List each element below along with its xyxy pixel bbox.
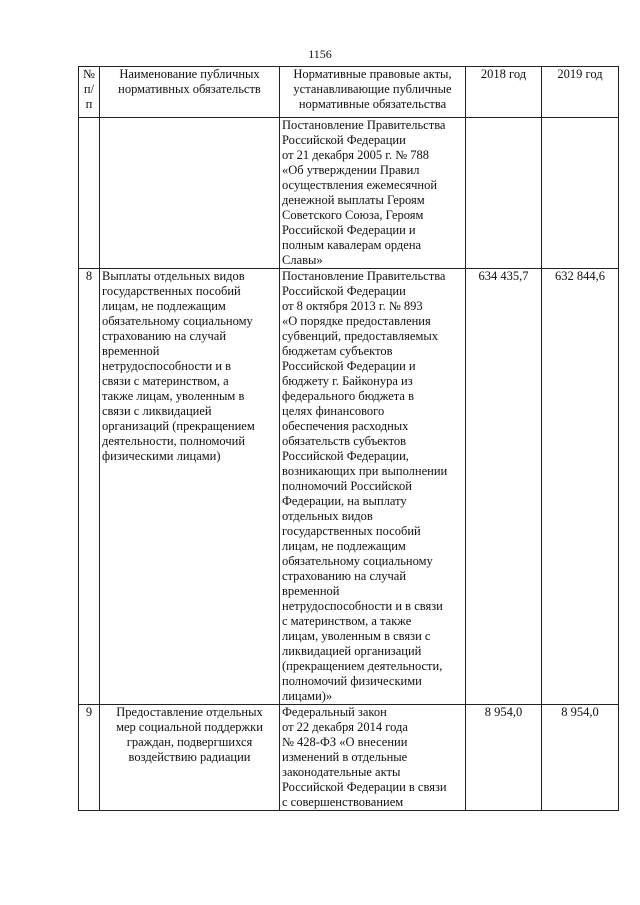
row-number: 8: [79, 269, 100, 705]
legal-act-line: Российской Федерации,: [282, 449, 409, 463]
obligation-name: [100, 705, 280, 811]
legal-act-line: Российской Федерации в связи: [282, 780, 447, 794]
obligation-name-line: граждан, подвергшихся: [126, 735, 253, 749]
obligation-name-line: физическими лицами): [102, 449, 221, 463]
obligation-name-line: лицам, не подлежащим: [102, 299, 226, 313]
obligation-name: [100, 118, 280, 269]
legal-acts: [280, 705, 466, 811]
legal-act-line: нетрудоспособности и в связи: [282, 599, 443, 613]
legal-act-line: от 22 декабря 2014 года: [282, 720, 408, 734]
legal-act-line: Российской Федерации и: [282, 359, 416, 373]
header-acts: Нормативные правовые акты, устанавливающие публичные нормативные обязательства: [280, 67, 466, 118]
value-2018: [466, 118, 542, 269]
legal-act-line: «Об утверждении Правил: [282, 163, 420, 177]
obligation-name-line: страхованию на случай: [102, 329, 227, 343]
table-row: [79, 118, 619, 269]
legal-act-line: с совершенствованием: [282, 795, 404, 809]
obligations-table: [78, 66, 619, 811]
legal-act-line: Федеральный закон: [282, 705, 387, 719]
legal-act-line: от 21 декабря 2005 г. № 788: [282, 148, 430, 162]
obligation-name-line: обязательному социальному: [102, 314, 253, 328]
legal-act-line: обеспечения расходных: [282, 419, 409, 433]
legal-act-line: Славы»: [282, 253, 323, 267]
page-number: 1156: [308, 47, 332, 61]
legal-act-line: № 428-ФЗ «О внесении: [282, 735, 408, 749]
legal-act-line: Российской Федерации: [282, 284, 406, 298]
legal-act-line: бюджетам субъектов: [282, 344, 393, 358]
legal-act-line: обязательному социальному: [282, 554, 433, 568]
obligation-name-line: связи с ликвидацией: [102, 404, 212, 418]
obligation-name-line: Выплаты отдельных видов: [102, 269, 245, 283]
legal-act-line: Федерации, на выплату: [282, 494, 407, 508]
legal-act-line: субвенций, предоставляемых: [282, 329, 438, 343]
obligation-name-line: также лицам, уволенным в: [102, 389, 245, 403]
obligation-name-line: государственных пособий: [102, 284, 241, 298]
legal-acts: [280, 269, 466, 705]
obligation-name: [100, 269, 280, 705]
legal-act-line: ликвидацией организаций: [282, 644, 422, 658]
obligation-name-line: организаций (прекращением: [102, 419, 255, 433]
legal-act-line: Российской Федерации: [282, 133, 406, 147]
obligation-name-line: мер социальной поддержки: [116, 720, 263, 734]
table-row: [79, 269, 619, 705]
value-2019: 8 954,0: [542, 705, 619, 811]
value-2019: 632 844,6: [542, 269, 619, 705]
obligation-name-line: воздействию радиации: [128, 750, 251, 764]
legal-act-line: лицам, не подлежащим: [282, 539, 406, 553]
legal-act-line: целях финансового: [282, 404, 385, 418]
row-number: [79, 118, 100, 269]
value-2019: [542, 118, 619, 269]
legal-act-line: полномочий физическими: [282, 674, 422, 688]
legal-act-line: с материнством, а также: [282, 614, 412, 628]
table-header-row: [79, 67, 619, 118]
obligation-name-line: связи с материнством, а: [102, 374, 229, 388]
legal-act-line: лицам, уволенным в связи с: [282, 629, 431, 643]
legal-act-line: обязательств субъектов: [282, 434, 407, 448]
legal-act-line: (прекращением деятельности,: [282, 659, 443, 673]
legal-act-line: возникающих при выполнении: [282, 464, 448, 478]
obligation-name-line: временной: [102, 344, 160, 358]
legal-act-line: Советского Союза, Героям: [282, 208, 424, 222]
legal-act-line: страхованию на случай: [282, 569, 407, 583]
legal-act-line: «О порядке предоставления: [282, 314, 431, 328]
row-number: 9: [79, 705, 100, 811]
legal-act-line: отдельных видов: [282, 509, 373, 523]
obligation-name-line: Предоставление отдельных: [116, 705, 263, 719]
legal-act-line: от 8 октября 2013 г. № 893: [282, 299, 423, 313]
header-name: Наименование публичных нормативных обязательств: [100, 67, 280, 118]
legal-act-line: государственных пособий: [282, 524, 421, 538]
legal-act-line: полномочий Российской: [282, 479, 412, 493]
header-num: № п/п: [79, 67, 100, 118]
legal-act-line: Российской Федерации и: [282, 223, 416, 237]
legal-act-line: федерального бюджета в: [282, 389, 415, 403]
value-2018: 8 954,0: [466, 705, 542, 811]
legal-act-line: изменений в отдельные: [282, 750, 408, 764]
legal-act-line: денежной выплаты Героям: [282, 193, 425, 207]
header-2018: 2018 год: [466, 67, 542, 118]
legal-act-line: временной: [282, 584, 340, 598]
legal-acts: [280, 118, 466, 269]
header-2019: 2019 год: [542, 67, 619, 118]
legal-act-line: бюджету г. Байконура из: [282, 374, 413, 388]
legal-act-line: Постановление Правительства: [282, 118, 446, 132]
legal-act-line: Постановление Правительства: [282, 269, 446, 283]
legal-act-line: полным кавалерам ордена: [282, 238, 422, 252]
legal-act-line: законодательные акты: [282, 765, 401, 779]
obligation-name-line: нетрудоспособности и в: [102, 359, 232, 373]
table-row: [79, 705, 619, 811]
obligation-name-line: деятельности, полномочий: [102, 434, 246, 448]
value-2018: 634 435,7: [466, 269, 542, 705]
legal-act-line: лицами)»: [282, 689, 333, 703]
legal-act-line: осуществления ежемесячной: [282, 178, 438, 192]
